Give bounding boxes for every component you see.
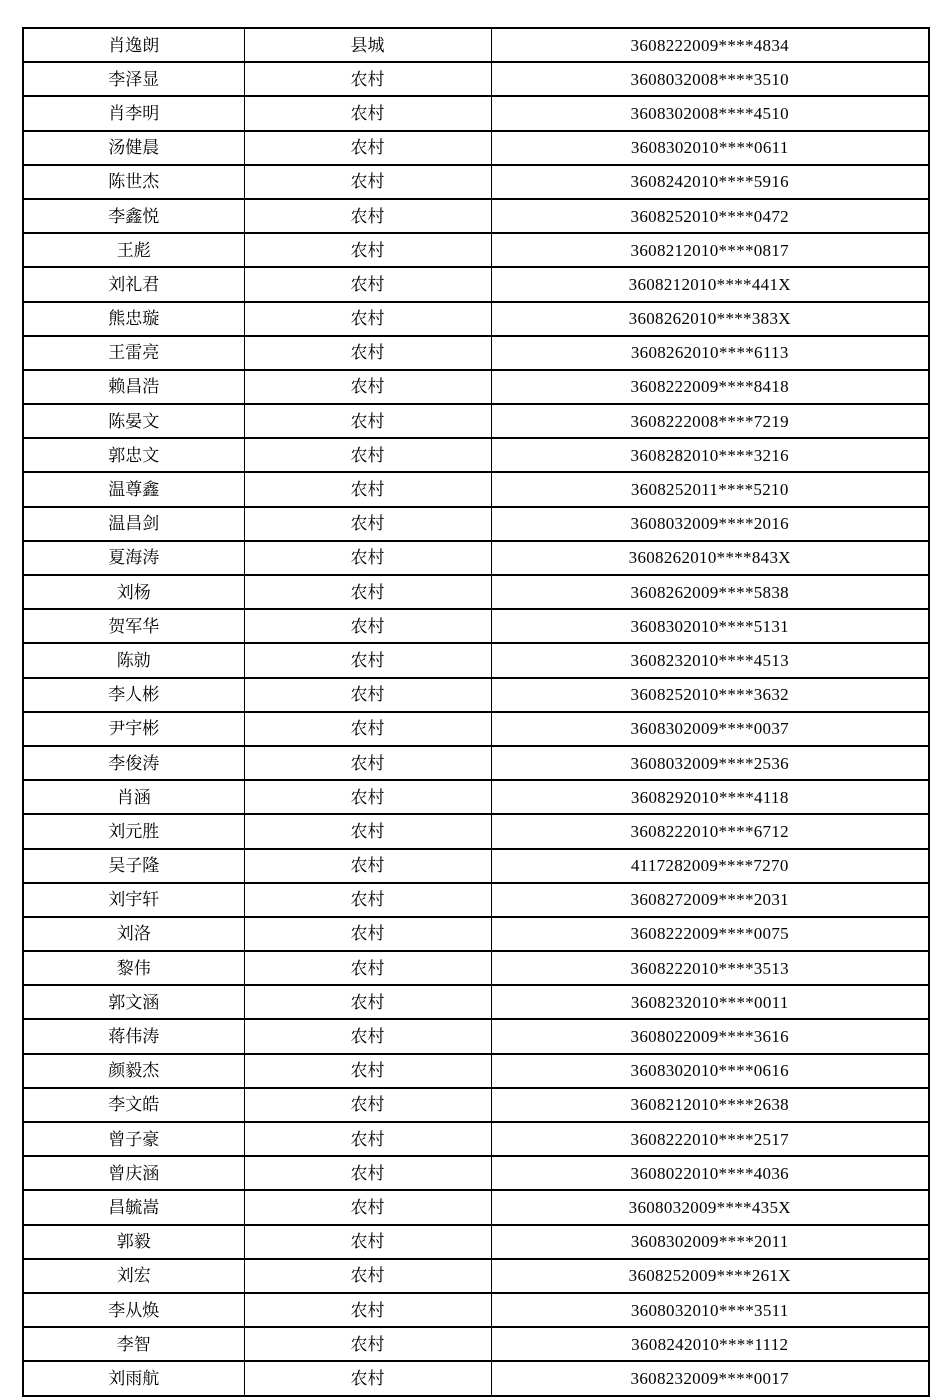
area-cell: 农村	[244, 404, 491, 438]
area-cell: 农村	[244, 1293, 491, 1327]
name-cell: 肖逸朗	[23, 28, 244, 62]
name-cell: 王彪	[23, 233, 244, 267]
name-cell: 蒋伟涛	[23, 1019, 244, 1053]
table-row	[23, 849, 929, 883]
table-row	[23, 575, 929, 609]
area-cell: 农村	[244, 746, 491, 780]
id-number-cell: 3608222009****8418	[491, 370, 929, 404]
area-cell: 农村	[244, 883, 491, 917]
id-number-cell: 3608232010****4513	[491, 643, 929, 677]
name-cell: 贺军华	[23, 609, 244, 643]
name-cell: 刘宏	[23, 1259, 244, 1293]
table-row	[23, 1190, 929, 1224]
id-number-cell: 3608262009****5838	[491, 575, 929, 609]
area-cell: 农村	[244, 917, 491, 951]
id-number-cell: 3608232010****0011	[491, 985, 929, 1019]
id-number-cell: 3608262010****383X	[491, 302, 929, 336]
area-cell: 农村	[244, 267, 491, 301]
name-cell: 李鑫悦	[23, 199, 244, 233]
area-cell: 农村	[244, 1259, 491, 1293]
name-cell: 吴子隆	[23, 849, 244, 883]
name-cell: 郭文涵	[23, 985, 244, 1019]
name-cell: 温昌剑	[23, 507, 244, 541]
table-row	[23, 438, 929, 472]
area-cell: 农村	[244, 1122, 491, 1156]
id-number-cell: 3608252010****0472	[491, 199, 929, 233]
table-row	[23, 267, 929, 301]
name-cell: 肖涵	[23, 780, 244, 814]
area-cell: 农村	[244, 643, 491, 677]
id-number-cell: 3608302010****0616	[491, 1054, 929, 1088]
id-number-cell: 3608252009****261X	[491, 1259, 929, 1293]
table-row	[23, 917, 929, 951]
id-number-cell: 3608302008****4510	[491, 96, 929, 130]
table-row	[23, 199, 929, 233]
area-cell: 农村	[244, 1019, 491, 1053]
area-cell: 农村	[244, 814, 491, 848]
name-cell: 刘洛	[23, 917, 244, 951]
roster-body	[23, 28, 929, 1396]
area-cell: 县城	[244, 28, 491, 62]
area-cell: 农村	[244, 541, 491, 575]
name-cell: 曾庆涵	[23, 1156, 244, 1190]
area-cell: 农村	[244, 233, 491, 267]
table-row	[23, 678, 929, 712]
area-cell: 农村	[244, 336, 491, 370]
id-number-cell: 3608302009****0037	[491, 712, 929, 746]
table-row	[23, 1327, 929, 1361]
area-cell: 农村	[244, 131, 491, 165]
name-cell: 王雷亮	[23, 336, 244, 370]
id-number-cell: 3608302010****5131	[491, 609, 929, 643]
name-cell: 汤健晨	[23, 131, 244, 165]
name-cell: 肖李明	[23, 96, 244, 130]
area-cell: 农村	[244, 370, 491, 404]
area-cell: 农村	[244, 780, 491, 814]
id-number-cell: 3608022010****4036	[491, 1156, 929, 1190]
table-row	[23, 780, 929, 814]
table-row	[23, 1019, 929, 1053]
name-cell: 熊忠璇	[23, 302, 244, 336]
table-row	[23, 951, 929, 985]
area-cell: 农村	[244, 1054, 491, 1088]
table-row	[23, 370, 929, 404]
id-number-cell: 3608022009****3616	[491, 1019, 929, 1053]
name-cell: 李俊涛	[23, 746, 244, 780]
id-number-cell: 3608262010****6113	[491, 336, 929, 370]
table-row	[23, 746, 929, 780]
table-row	[23, 165, 929, 199]
area-cell: 农村	[244, 438, 491, 472]
name-cell: 温尊鑫	[23, 472, 244, 506]
name-cell: 黎伟	[23, 951, 244, 985]
area-cell: 农村	[244, 849, 491, 883]
id-number-cell: 3608222008****7219	[491, 404, 929, 438]
table-row	[23, 1259, 929, 1293]
name-cell: 李人彬	[23, 678, 244, 712]
name-cell: 陈世杰	[23, 165, 244, 199]
name-cell: 赖昌浩	[23, 370, 244, 404]
table-row	[23, 62, 929, 96]
id-number-cell: 3608252010****3632	[491, 678, 929, 712]
area-cell: 农村	[244, 472, 491, 506]
id-number-cell: 3608222009****0075	[491, 917, 929, 951]
table-row	[23, 233, 929, 267]
id-number-cell: 3608232009****0017	[491, 1361, 929, 1395]
id-number-cell: 3608292010****4118	[491, 780, 929, 814]
table-row	[23, 131, 929, 165]
table-row	[23, 472, 929, 506]
name-cell: 颜毅杰	[23, 1054, 244, 1088]
name-cell: 刘元胜	[23, 814, 244, 848]
name-cell: 李泽显	[23, 62, 244, 96]
name-cell: 郭忠文	[23, 438, 244, 472]
area-cell: 农村	[244, 609, 491, 643]
id-number-cell: 3608212010****2638	[491, 1088, 929, 1122]
area-cell: 农村	[244, 1156, 491, 1190]
name-cell: 李文皓	[23, 1088, 244, 1122]
name-cell: 刘宇轩	[23, 883, 244, 917]
table-row	[23, 883, 929, 917]
id-number-cell: 3608302010****0611	[491, 131, 929, 165]
area-cell: 农村	[244, 96, 491, 130]
area-cell: 农村	[244, 1327, 491, 1361]
table-row	[23, 541, 929, 575]
table-row	[23, 1225, 929, 1259]
id-number-cell: 3608032010****3511	[491, 1293, 929, 1327]
area-cell: 农村	[244, 165, 491, 199]
id-number-cell: 3608282010****3216	[491, 438, 929, 472]
student-roster-table	[22, 27, 930, 1397]
name-cell: 郭毅	[23, 1225, 244, 1259]
area-cell: 农村	[244, 678, 491, 712]
table-row	[23, 643, 929, 677]
id-number-cell: 3608222009****4834	[491, 28, 929, 62]
table-row	[23, 404, 929, 438]
area-cell: 农村	[244, 302, 491, 336]
table-row	[23, 609, 929, 643]
id-number-cell: 3608222010****3513	[491, 951, 929, 985]
table-row	[23, 814, 929, 848]
name-cell: 尹宇彬	[23, 712, 244, 746]
area-cell: 农村	[244, 1088, 491, 1122]
area-cell: 农村	[244, 951, 491, 985]
table-row	[23, 336, 929, 370]
area-cell: 农村	[244, 1361, 491, 1395]
name-cell: 刘雨航	[23, 1361, 244, 1395]
table-row	[23, 1122, 929, 1156]
table-row	[23, 712, 929, 746]
area-cell: 农村	[244, 62, 491, 96]
id-number-cell: 3608262010****843X	[491, 541, 929, 575]
id-number-cell: 3608222010****2517	[491, 1122, 929, 1156]
area-cell: 农村	[244, 1190, 491, 1224]
id-number-cell: 3608242010****1112	[491, 1327, 929, 1361]
area-cell: 农村	[244, 1225, 491, 1259]
table-row	[23, 507, 929, 541]
id-number-cell: 3608242010****5916	[491, 165, 929, 199]
id-number-cell: 3608032009****2536	[491, 746, 929, 780]
id-number-cell: 3608032009****435X	[491, 1190, 929, 1224]
id-number-cell: 3608032008****3510	[491, 62, 929, 96]
id-number-cell: 3608302009****2011	[491, 1225, 929, 1259]
table-row	[23, 96, 929, 130]
area-cell: 农村	[244, 985, 491, 1019]
name-cell: 陈晏文	[23, 404, 244, 438]
area-cell: 农村	[244, 199, 491, 233]
name-cell: 昌毓嵩	[23, 1190, 244, 1224]
name-cell: 李智	[23, 1327, 244, 1361]
id-number-cell: 3608252011****5210	[491, 472, 929, 506]
name-cell: 陈勍	[23, 643, 244, 677]
name-cell: 刘礼君	[23, 267, 244, 301]
area-cell: 农村	[244, 575, 491, 609]
student-roster-table-container	[22, 27, 928, 1397]
id-number-cell: 4117282009****7270	[491, 849, 929, 883]
table-row	[23, 28, 929, 62]
name-cell: 曾子豪	[23, 1122, 244, 1156]
table-row	[23, 1088, 929, 1122]
area-cell: 农村	[244, 507, 491, 541]
table-row	[23, 1361, 929, 1395]
table-row	[23, 1293, 929, 1327]
table-row	[23, 1054, 929, 1088]
id-number-cell: 3608212010****0817	[491, 233, 929, 267]
table-row	[23, 302, 929, 336]
id-number-cell: 3608032009****2016	[491, 507, 929, 541]
area-cell: 农村	[244, 712, 491, 746]
name-cell: 李从焕	[23, 1293, 244, 1327]
id-number-cell: 3608222010****6712	[491, 814, 929, 848]
name-cell: 夏海涛	[23, 541, 244, 575]
id-number-cell: 3608272009****2031	[491, 883, 929, 917]
name-cell: 刘杨	[23, 575, 244, 609]
table-row	[23, 985, 929, 1019]
id-number-cell: 3608212010****441X	[491, 267, 929, 301]
table-row	[23, 1156, 929, 1190]
